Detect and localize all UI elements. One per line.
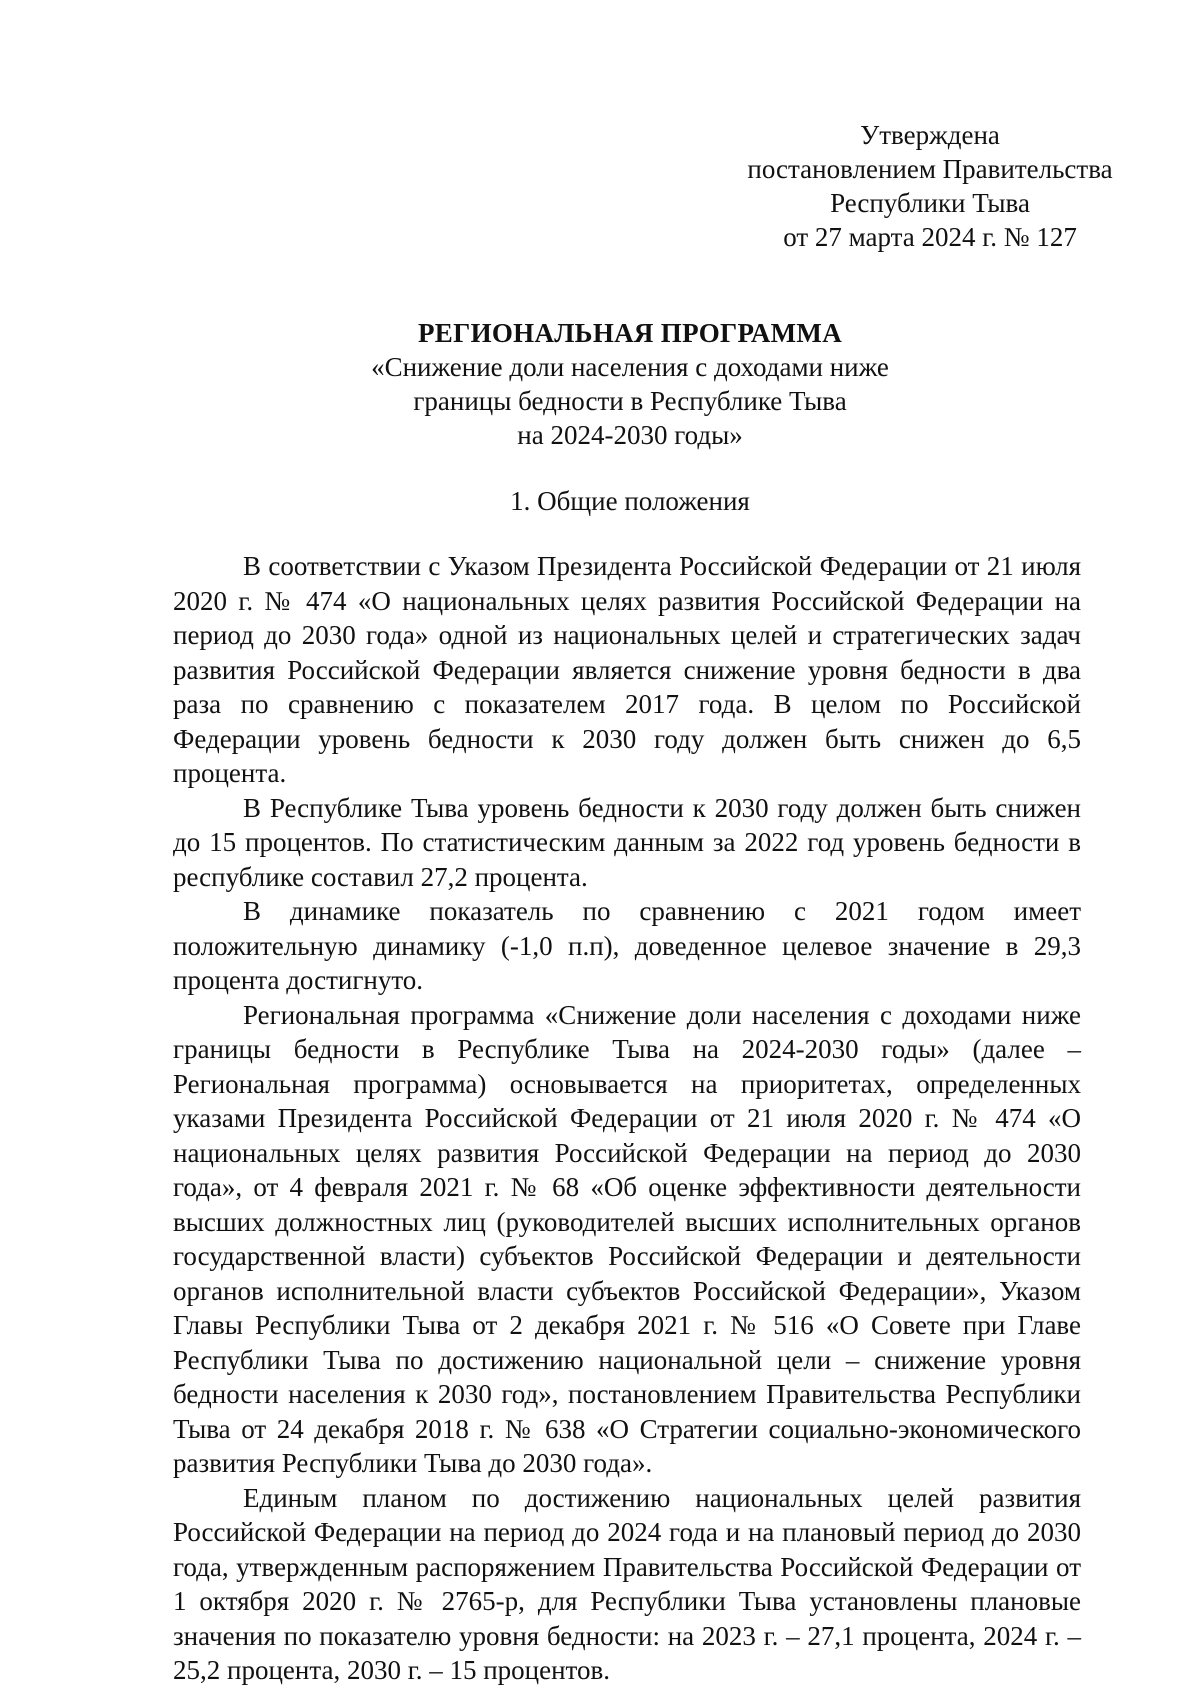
approval-stamp-block bbox=[730, 118, 1130, 254]
body-text bbox=[173, 549, 1081, 1688]
program-title: РЕГИОНАЛЬНАЯ ПРОГРАММА bbox=[417, 318, 843, 348]
program-subtitle-line: «Снижение доли населения с доходами ниже bbox=[371, 352, 889, 382]
approval-date-line: от 27 марта 2024 г. № 127 bbox=[783, 222, 1077, 252]
paragraph: Единым планом по достижению национальных целей развития Российской Федерации на период до 2024 года и на плановый период до 2030 года, утвержденным распоряжением Правительства Российской Федерации от 1 октября 2020 г. № 2765-р, для Республики Тыва установлены плановые значения по показателю уровня бедности: на 2023 г. – 27,1 процента, 2024 г. – 25,2 процента, 2030 г. – 15 процентов. bbox=[173, 1482, 1081, 1685]
paragraph: В соответствии с Указом Президента Российской Федерации от 21 июля 2020 г. № 474 «О национальных целях развития Российской Федерации на период до 2030 года» одной из национальных целей и стратегических задач развития Российской Федерации является снижение уровня бедности в два раза по сравнению с показателем 2017 года. В целом по Российской Федерации уровень бедности к 2030 году должен быть снижен до 6,5 процента. bbox=[173, 551, 1081, 788]
section-heading: 1. Общие положения bbox=[510, 486, 750, 516]
program-title-block bbox=[200, 316, 1060, 452]
approval-line: постановлением Правительства bbox=[747, 154, 1113, 184]
paragraph: Региональная программа «Снижение доли населения с доходами ниже границы бедности в Республике Тыва на 2024-2030 годы» (далее – Региональная программа) основывается на приоритетах, определенных указами Президента Российской Федерации от 21 июля 2020 г. № 474 «О национальных целях развития Российской Федерации на период до 2030 года», от 4 февраля 2021 г. № 68 «Об оценке эффективности деятельности высших должностных лиц (руководителей высших исполнительных органов государственной власти) субъектов Российской Федерации и деятельности органов исполнительной власти субъектов Российской Федерации», Указом Главы Республики Тыва от 2 декабря 2021 г. № 516 «О Совете при Главе Республики Тыва по достижению национальной цели – снижение уровня бедности населения к 2030 год», постановлением Правительства Республики Тыва от 24 декабря 2018 г. № 638 «О Стратегии социально-экономического развития Республики Тыва до 2030 года». bbox=[173, 999, 1081, 1478]
program-subtitle-line: на 2024-2030 годы» bbox=[517, 420, 743, 450]
paragraph: В динамике показатель по сравнению с 2021 годом имеет положительную динамику (-1,0 п.п), доведенное целевое значение в 29,3 процента достигнуто. bbox=[173, 896, 1081, 995]
approval-line: Республики Тыва bbox=[830, 188, 1030, 218]
program-subtitle-line: границы бедности в Республике Тыва bbox=[413, 386, 847, 416]
approval-line: Утверждена bbox=[860, 120, 1000, 150]
paragraph: В Республике Тыва уровень бедности к 2030 году должен быть снижен до 15 процентов. По статистическим данным за 2022 год уровень бедности в республике составил 27,2 процента. bbox=[173, 792, 1081, 892]
